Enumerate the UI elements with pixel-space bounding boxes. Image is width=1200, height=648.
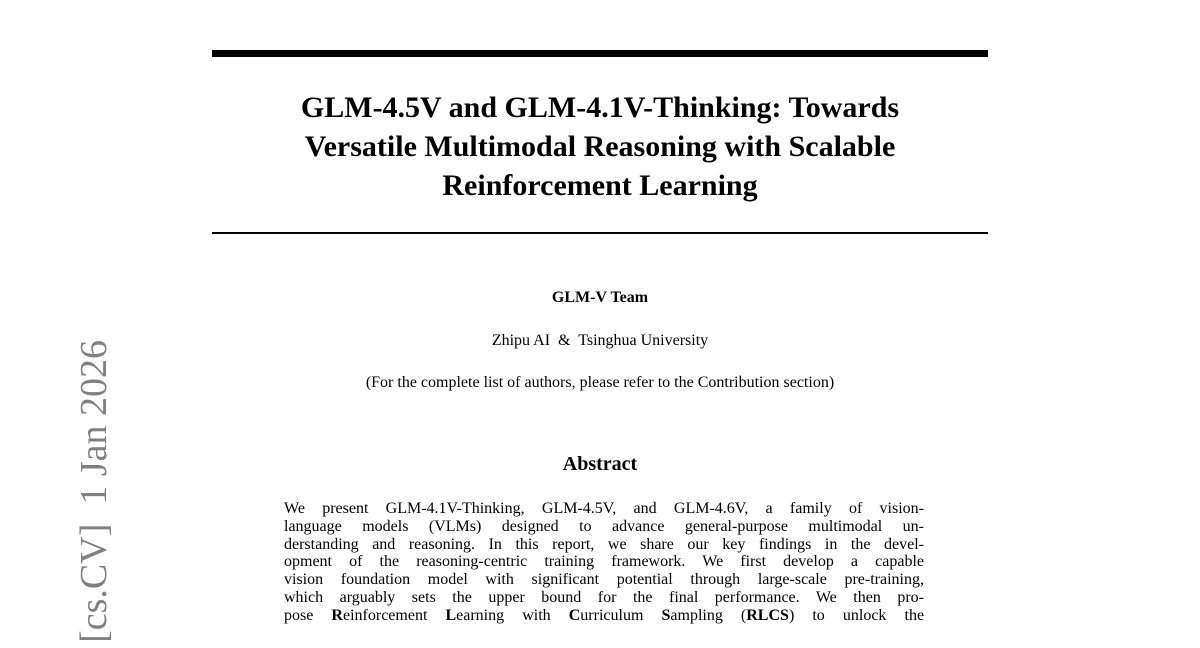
abstract-line: which arguably sets the upper bound for the final performance. We then pro- xyxy=(284,588,924,606)
title-line: Versatile Multimodal Reasoning with Scalable xyxy=(304,130,896,163)
abstract-text: ) to unlock the xyxy=(788,606,925,624)
abstract-line: language models (VLMs) designed to advance general-purpose multimodal un- xyxy=(284,517,924,535)
title-line: GLM-4.5V and GLM-4.1V-Thinking: Towards xyxy=(300,91,900,124)
abstract-line: vision foundation model with significant potential through large-scale pre-training, xyxy=(284,571,924,589)
abstract-bold: RLCS xyxy=(746,606,789,624)
abstract-line: derstanding and reasoning. In this report, we share our key findings in the devel- xyxy=(284,535,924,553)
paper-title xyxy=(212,88,988,205)
author-team: GLM-V Team xyxy=(551,289,649,306)
abstract-text: earning with xyxy=(456,606,569,624)
author-note: (For the complete list of authors, please refer to the Contribution section) xyxy=(365,374,835,391)
arxiv-stamp-text: [cs.CV] 1 Jan 2026 xyxy=(73,340,115,643)
abstract-text: ampling ( xyxy=(670,606,747,624)
abstract-line-last xyxy=(284,607,924,625)
abstract-text: urriculum xyxy=(580,606,662,624)
title-bottom-rule xyxy=(212,232,988,234)
abstract-text: pose xyxy=(284,606,332,624)
abstract-line: opment of the reasoning-centric training framework. We first develop a capable xyxy=(284,553,924,571)
abstract-heading: Abstract xyxy=(562,453,638,475)
abstract-text: einforcement xyxy=(342,606,446,624)
affiliation: Zhipu AI & Tsinghua University xyxy=(491,332,709,349)
abstract-bold: R xyxy=(331,606,343,624)
abstract-body xyxy=(284,500,924,625)
title-line: Reinforcement Learning xyxy=(442,169,758,202)
arxiv-stamp xyxy=(28,340,115,648)
abstract-bold: C xyxy=(568,606,581,624)
title-top-rule xyxy=(212,50,988,57)
abstract-line: We present GLM-4.1V-Thinking, GLM-4.5V, and GLM-4.6V, a family of vision- xyxy=(284,500,924,517)
abstract-bold: S xyxy=(661,606,671,624)
abstract-bold: L xyxy=(445,606,457,624)
